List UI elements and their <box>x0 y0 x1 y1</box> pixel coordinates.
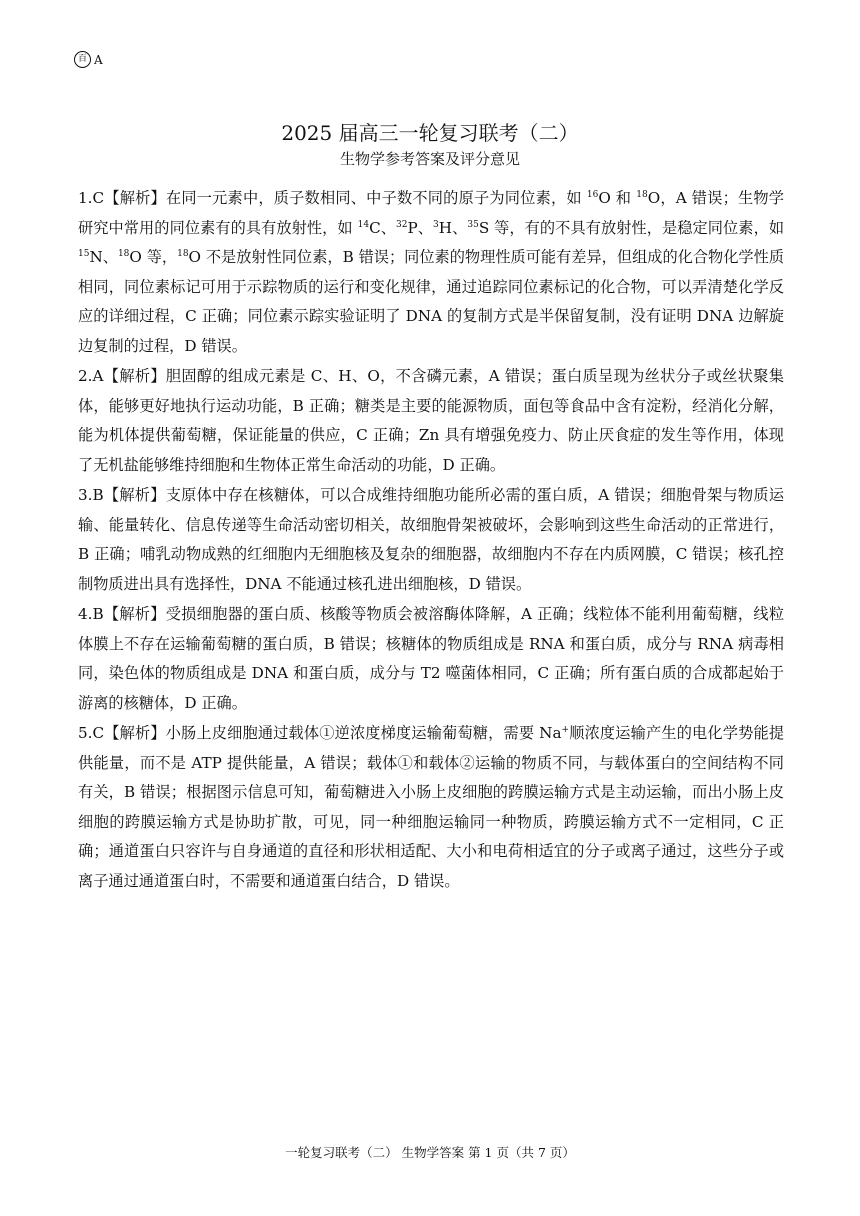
answer-label: 2.A【解析】 <box>78 367 166 385</box>
answer-text: S 等，有的不具有放射性，是稳定同位素，如 <box>478 218 785 237</box>
answer-paragraph <box>78 184 784 361</box>
superscript: 18 <box>177 248 189 259</box>
circled-char-badge: 百 <box>74 51 91 68</box>
answer-text: O 和 <box>598 189 637 207</box>
header-mark <box>74 51 103 68</box>
superscript: 14 <box>357 219 370 230</box>
answer-text: N、 <box>89 248 118 266</box>
document-title: 2025 届高三一轮复习联考（二） <box>281 121 579 145</box>
answer-text: 顺浓度运输产生的电化学势能提供能量，而不是 ATP 提供能量，A 错误；载体①和载体②运输的物质不同，与载体蛋白的空间结构不同有关，B 错误；根据图示信息可知，葡萄糖进入小肠上皮细胞的跨膜运输方式是主动运输，而出小肠上皮细胞的跨膜运输方式是协助扩散，可见，同一种细胞运输同一种物质，跨膜运输方式不一定相同，C 正确；通道蛋白只容许与自身通道的直径和形状相适配、大小和电荷相适宜的分子或离子通过，这些分子或离子通过通道蛋白时，不需要和通道蛋白结合，D 错误。 <box>78 724 785 890</box>
answer-label: 1.C【解析】 <box>78 189 166 207</box>
superscript: 32 <box>396 219 408 230</box>
superscript: 18 <box>636 189 648 200</box>
superscript: 18 <box>117 248 130 259</box>
page-footer: 一轮复习联考（二） 生物学答案 第 1 页（共 7 页） <box>285 1145 575 1160</box>
answer-text: 支原体中存在核糖体，可以合成维持细胞功能所必需的蛋白质，A 错误；细胞骨架与物质运输、能量转化、信息传递等生命活动密切相关，故细胞骨架被破坏，会影响到这些生命活动的正常进行，B 正确；哺乳动物成熟的红细胞内无细胞核及复杂的细胞器，故细胞内不存在内质网膜，C 错误；核孔控制物质进出具有选择性，DNA 不能通过核孔进出细胞核，D 错误。 <box>78 486 785 593</box>
superscript: 3 <box>433 219 439 230</box>
answer-content <box>78 184 784 897</box>
answer-text: O 不是放射性同位素，B 错误；同位素的物理性质可能有差异，但组成的化合物化学性质相同，同位素标记可用于示踪物质的运行和变化规律，通过追踪同位素标记的化合物，可以弄清楚化学反应的详细过程，C 正确；同位素示踪实验证明了 DNA 的复制方式是半保留复制，没有证明 DNA 边解旋边复制的过程，D 错误。 <box>78 248 785 355</box>
answer-paragraph <box>78 719 784 896</box>
superscript: 35 <box>467 219 479 230</box>
answer-paragraph <box>78 481 784 599</box>
answer-label: 5.C【解析】 <box>78 724 166 742</box>
answer-label: 3.B【解析】 <box>78 486 166 504</box>
answer-text: O 等， <box>129 248 178 266</box>
answer-text: P、 <box>407 218 434 237</box>
document-subtitle: 生物学参考答案及评分意见 <box>339 150 520 168</box>
answer-paragraph <box>78 362 784 480</box>
answer-text: 受损细胞器的蛋白质、核酸等物质会被溶酶体降解，A 正确；线粒体不能利用葡萄糖，线粒体膜上不存在运输葡萄糖的蛋白质，B 错误；核糖体的物质组成是 RNA 和蛋白质，成分与 RNA 病毒相同，染色体的物质组成是 DNA 和蛋白质，成分与 T2 噬菌体相同，C 正确；所有蛋白质的合成都起始于游离的核糖体，D 正确。 <box>78 605 785 712</box>
superscript: + <box>561 724 570 735</box>
answer-text: C、 <box>369 218 397 237</box>
answer-text: H、 <box>438 218 468 237</box>
answer-text: O，A 错误；生物学研究中常用的同位素有的具有放射性，如 <box>78 189 784 237</box>
answer-text: 胆固醇的组成元素是 C、H、O，不含磷元素，A 错误；蛋白质呈现为丝状分子或丝状聚集体，能够更好地执行运动功能，B 正确；糖类是主要的能源物质，面包等食品中含有淀粉，经消化分解，能为机体提供葡萄糖，保证能量的供应，C 正确；Zn 具有增强免疫力、防止厌食症的发生等作用，体现了无机盐能够维持细胞和生物体正常生命活动的功能，D 正确。 <box>78 367 784 474</box>
superscript: 15 <box>78 248 90 259</box>
paper-version-letter: A <box>94 52 103 67</box>
answer-paragraph <box>78 600 784 718</box>
answer-label: 4.B【解析】 <box>78 605 166 623</box>
answer-text: 在同一元素中，质子数相同、中子数不同的原子为同位素，如 <box>165 189 587 207</box>
answer-text: 小肠上皮细胞通过载体①逆浓度梯度运输葡萄糖，需要 Na <box>165 724 562 742</box>
superscript: 16 <box>586 189 599 200</box>
